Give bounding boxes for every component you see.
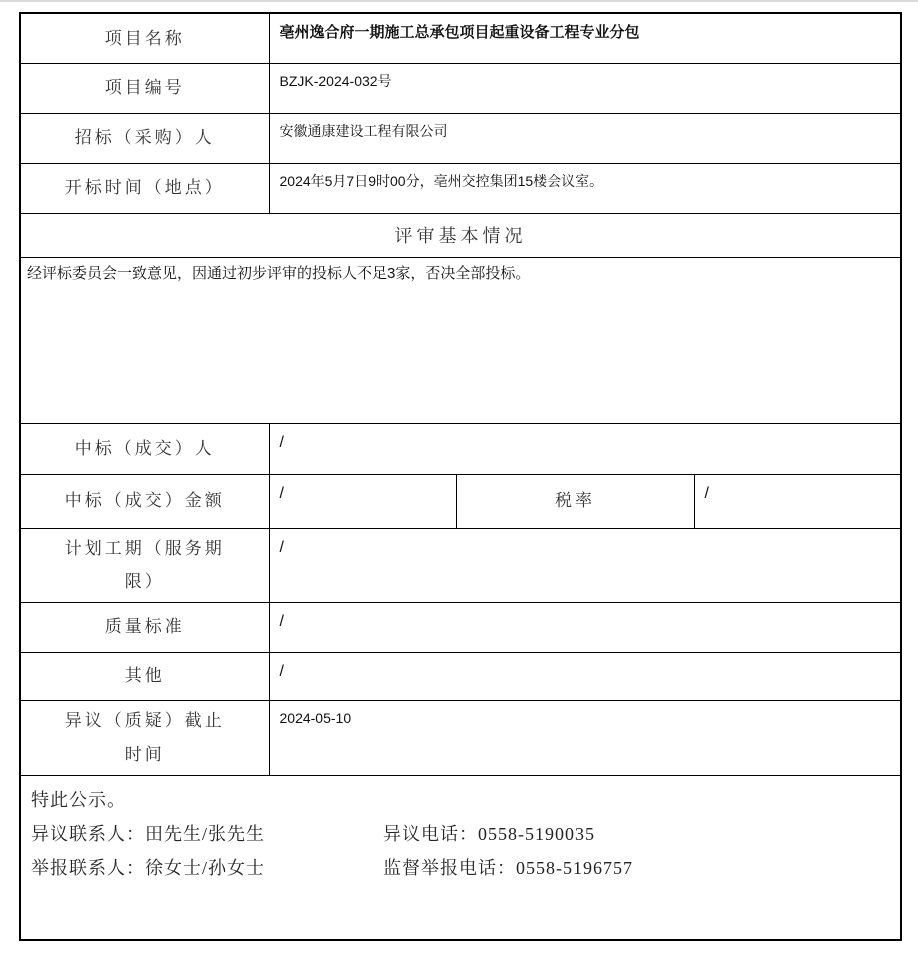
objection-phone-label: 异议电话： [383,823,478,844]
objection-phone-value: 0558-5190035 [478,823,595,844]
tax-rate-value: / [694,474,901,528]
objection-contact-line [31,817,890,851]
amount-row [20,474,901,528]
project-number-row [20,63,901,113]
objection-deadline-label: 异议（质疑）截止时间 [20,700,269,775]
notice-line [31,783,890,817]
page-top-divider [0,0,918,2]
report-phone [383,851,890,885]
tenderer-label: 招标（采购）人 [20,113,269,163]
project-name-value: 亳州逸合府一期施工总承包项目起重设备工程专业分包 [269,13,901,63]
report-contact [31,851,383,885]
objection-contact-label: 异议联系人： [31,823,145,844]
amount-value: / [269,474,456,528]
review-text-row [20,257,901,423]
tenderer-value: 安徽通康建设工程有限公司 [269,113,901,163]
announcement-table [19,12,902,941]
project-name-row [20,13,901,63]
footer-cell [20,775,901,940]
other-row [20,652,901,700]
bid-opening-label: 开标时间（地点） [20,163,269,213]
bid-opening-row [20,163,901,213]
report-phone-value: 0558-5196757 [516,857,633,878]
review-header-row [20,213,901,257]
tax-rate-label: 税率 [456,474,694,528]
other-label: 其他 [20,652,269,700]
report-phone-label: 监督举报电话： [383,857,516,878]
project-name-label: 项目名称 [20,13,269,63]
objection-deadline-value: 2024-05-10 [269,700,901,775]
other-value: / [269,652,901,700]
winner-label: 中标（成交）人 [20,423,269,474]
notice-text: 特此公示。 [31,789,126,810]
duration-row [20,528,901,602]
review-conclusion-text: 经评标委员会一致意见，因通过初步评审的投标人不足3家，否决全部投标。 [20,257,901,423]
quality-label: 质量标准 [20,602,269,652]
project-number-label: 项目编号 [20,63,269,113]
quality-value: / [269,602,901,652]
report-contact-value: 徐女士/孙女士 [145,857,266,878]
quality-row [20,602,901,652]
winner-row [20,423,901,474]
objection-deadline-row [20,700,901,775]
review-section-header: 评审基本情况 [20,213,901,257]
objection-phone [383,817,890,851]
project-number-value: BZJK-2024-032号 [269,63,901,113]
report-contact-label: 举报联系人： [31,857,145,878]
duration-value: / [269,528,901,602]
objection-contact-value: 田先生/张先生 [145,823,266,844]
winner-value: / [269,423,901,474]
tenderer-row [20,113,901,163]
report-contact-line [31,851,890,885]
duration-label: 计划工期（服务期限） [20,528,269,602]
amount-label: 中标（成交）金额 [20,474,269,528]
bid-opening-value: 2024年5月7日9时00分，亳州交控集团15楼会议室。 [269,163,901,213]
objection-contact [31,817,383,851]
footer-row [20,775,901,940]
